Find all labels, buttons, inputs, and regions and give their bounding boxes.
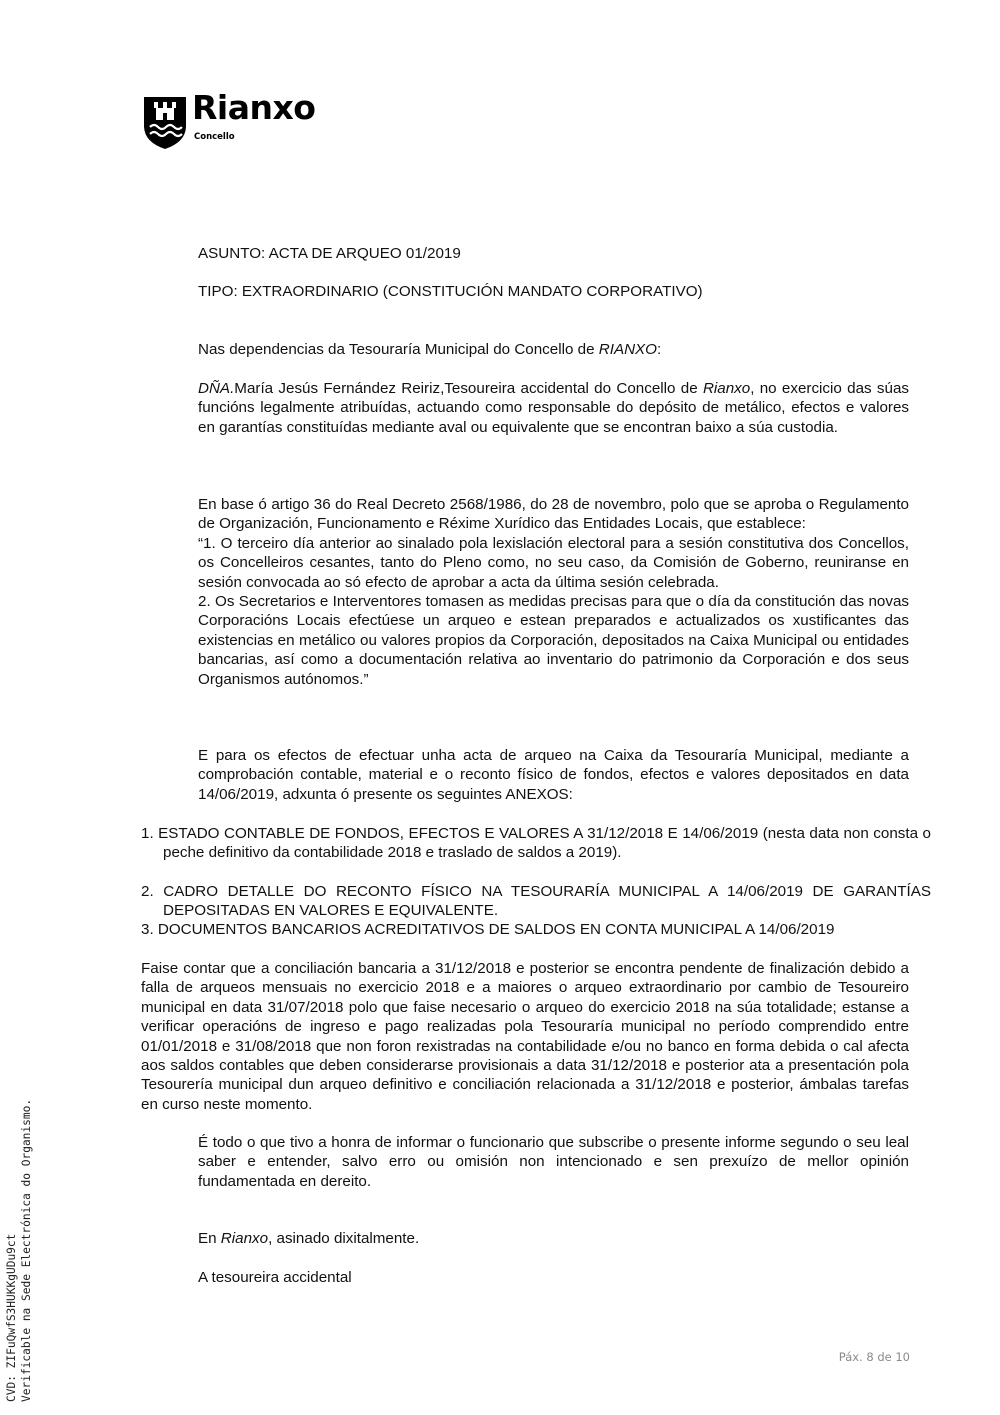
signed-prefix: En — [198, 1230, 221, 1247]
signed-place: Rianxo — [220, 1230, 269, 1247]
intro-paragraph — [198, 340, 909, 359]
official-place: Rianxo — [702, 380, 751, 397]
intro-text: Nas dependencias da Tesouraría Municipal do Concello de — [198, 341, 599, 358]
annex-item: 2. CADRO DETALLE DO RECONTO FÍSICO NA TESOURARÍA MUNICIPAL A 14/06/2019 DE GARANTÍAS DEPOSITADAS EN VALORES E EQUIVALENTE. — [141, 883, 931, 920]
annex-item: 1. ESTADO CONTABLE DE FONDOS, EFECTOS E VALORES A 31/12/2018 E 14/06/2019 (nesta data non consta o peche definitivo da contabilidade 2018 e traslado de saldos a 2019). — [141, 825, 931, 862]
subject-line: ASUNTO: ACTA DE ARQUEO 01/2019 — [198, 245, 461, 262]
intro-colon: : — [657, 341, 662, 358]
verification-sidebar — [4, 1099, 34, 1402]
cvd-code: CVD: ZIFuQwfS3HUKKgUDu9ct — [5, 1233, 18, 1402]
official-text-2: , no exercicio das súas funcións legalmente atribuídas, actuando como responsable do depósito de metálico, efectos e valores en garantías constituídas mediante aval ou equivalente que se encontran baixo a súa custodia. — [198, 380, 909, 436]
quote-paragraph-1: “1. O terceiro día anterior ao sinalado pola lexislación electoral para a sesión constitutiva dos Concellos, os Concelleiros cesantes, tanto do Pleno como, no seu caso, da Comisión de Goberno, reuniranse en sesión convocada ao só efecto de aprobar a acta da última sesión celebrada. — [198, 534, 909, 591]
legal-basis-block — [198, 495, 909, 689]
type-line: TIPO: EXTRAORDINARIO (CONSTITUCIÓN MANDATO CORPORATIVO) — [198, 283, 703, 300]
logo-subtitle: Concello — [194, 132, 235, 142]
annex-item: 3. DOCUMENTOS BANCARIOS ACREDITATIVOS DE SALDOS EN CONTA MUNICIPAL A 14/06/2019 — [141, 921, 835, 938]
official-text-1: María Jesús Fernández Reiriz,Tesoureira accidental do Concello de — [234, 380, 703, 397]
signer-title: A tesoureira accidental — [198, 1269, 352, 1286]
intro-place: RIANXO — [598, 341, 657, 358]
signed-suffix: , asinado dixitalmente. — [268, 1230, 420, 1247]
official-title: DÑA. — [198, 380, 235, 397]
purpose-paragraph: E para os efectos de efectuar unha acta de arqueo na Caixa da Tesouraría Municipal, mediante a comprobación contable, material e o reconto físico de fondos, efectos e valores depositados en data 14/06/2019, adxunta ó presente os seguintes ANEXOS: — [198, 747, 909, 803]
logo-wordmark: Rianxo — [192, 88, 316, 127]
legal-basis-paragraph: En base ó artigo 36 do Real Decreto 2568/1986, do 28 de novembro, polo que se aproba o Regulamento de Organización, Funcionamento e Réxime Xurídico das Entidades Locais, que establece: — [198, 496, 909, 533]
closing-paragraph: É todo o que tivo a honra de informar o funcionario que subscribe o presente informe segundo o seu leal saber e entender, salvo erro ou omisión non intencionado e sen prexuízo de mellor opinión fundamentada en dereito. — [198, 1134, 909, 1190]
note-paragraph: Faise contar que a conciliación bancaria a 31/12/2018 e posterior se encontra pendente de finalización debido a falla de arqueos mensuais no exercicio 2018 e a maiores o arqueo extraordinario por cambio de Tesoureiro municipal en data 31/07/2018 polo que faise necesario o arqueo do exercicio 2018 na súa totalidade; estanse a verificar operacións de ingreso e pago realizadas pola Tesouraría municipal no período comprendido entre 01/01/2018 e 31/08/2018 que non foron rexistradas na contabilidade e/ou no banco en forma debida o cal afecta aos saldos contables que deben considerarse provisionais a data 31/12/2018 e posterior ata a presentación pola Tesourería municipal dun arqueo definitivo e conciliación relacionada a 31/12/2018 e posterior, ámbalas tarefas en curso neste momento. — [141, 960, 909, 1113]
official-paragraph — [198, 379, 909, 437]
signed-line — [198, 1229, 909, 1248]
quote-paragraph-2: 2. Os Secretarios e Interventores tomasen as medidas precisas para que o día da constitución das novas Corporacións Locais efectúese un arqueo e estean preparados e actualizados os xustificantes das existencias en metálico ou valores propios da Corporación, depositados na Caixa Municipal ou entidades bancarias, así como a documentación relativa ao inventario do patrimonio da Corporación e dos seus Organismos autónomos.” — [198, 593, 909, 688]
verification-note: Verificable na Sede Electrónica do Organismo. — [20, 1098, 33, 1402]
castle-shield-icon — [143, 96, 187, 150]
page-number: Páx. 8 de 10 — [838, 1350, 910, 1364]
